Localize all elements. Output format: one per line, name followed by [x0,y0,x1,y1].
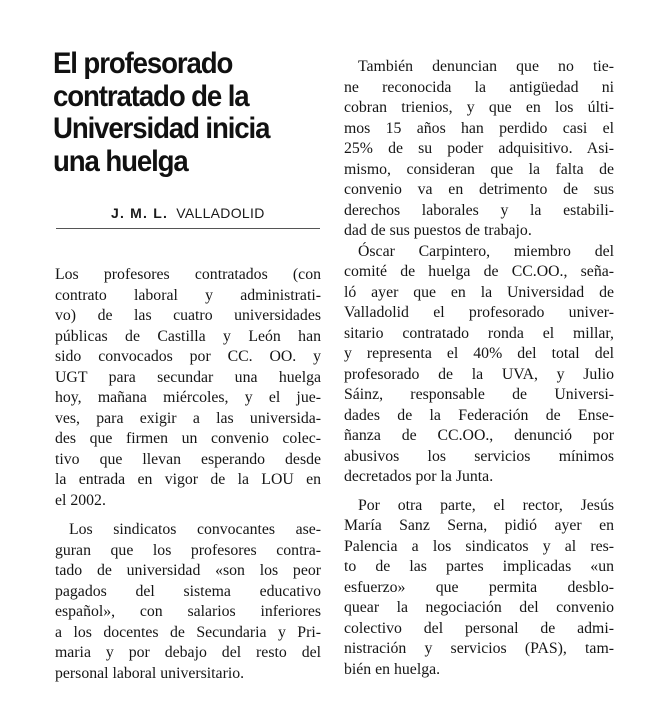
text-line: cobran trienios, y que en los últi- [344,99,614,116]
text-line: guran que los profesores contra- [55,541,321,559]
text-line: personal laboral universitario. [55,664,245,682]
byline-author: J. M. L. [111,205,169,221]
text-line: sido convocados por CC. OO. y [55,348,321,365]
text-line: y representa el 40% del total del [344,345,614,362]
text-line: mismo, consideran que la falta de [344,160,614,178]
headline-line: El profesorado [53,47,233,80]
text-line: des que firmen un convenio colec- [55,430,321,447]
text-line: dades de la Federación de Ense- [344,406,614,424]
text-line: esfuerzo» que permita desblo- [344,578,614,596]
text-line: mos 15 años han perdido casi el [344,119,614,137]
paragraph-4 [344,242,614,488]
text-line: bién en huelga. [344,660,441,678]
text-line: ñanza de CC.OO., denunció por [344,427,614,444]
byline [111,205,323,221]
text-line: públicas de Castilla y León han [55,327,321,345]
text-line: convenio va en detrimento de sus [344,181,614,198]
text-line: contrato laboral y administrati- [55,286,321,304]
text-line: decretados por la Junta. [344,468,494,485]
text-line: dad de sus puestos de trabajo. [344,222,532,239]
text-line: colectivo del personal de admi- [344,619,614,637]
left-column [53,48,323,229]
text-line: tado de universidad «son los peor [55,562,321,579]
headline-line: una huelga [53,144,188,178]
text-line: Los sindicatos convocantes ase- [69,521,321,538]
text-line: quear la negociación del convenio [344,599,614,616]
byline-place: VALLADOLID [176,205,265,221]
text-line: También denuncian que no tie- [358,58,614,75]
text-line: comité de huelga de CC.OO., seña- [344,263,614,280]
text-line: Los profesores contratados (con [55,266,321,283]
text-line: Valladolid el profesorado univer- [344,304,614,321]
text-line: nistración y servicios (PAS), tam- [344,640,614,657]
text-line: la entrada en vigor de la LOU en [55,471,321,488]
text-line: abusivos los servicios mínimos [344,447,614,465]
paragraph-5 [344,496,614,681]
paragraph-3 [344,57,614,242]
byline-rule [56,228,320,229]
text-line: Palencia a los sindicatos y al res- [344,537,614,555]
right-column [344,57,614,680]
text-line: tivo que llevan esperando desde [55,450,321,468]
text-line: ló ayer que en la Universidad de [344,283,614,301]
headline-line: contratado de la [53,79,249,113]
paragraph-1 [55,265,321,511]
text-line: ves, para exigir a las universida- [55,409,321,427]
text-line: español», con salarios inferiores [55,603,321,620]
paragraph-2 [55,520,321,684]
headline [53,48,329,178]
text-line: María Sanz Serna, pidió ayer en [344,517,614,534]
text-line: derechos laborales y la estabili- [344,201,614,219]
text-line: Óscar Carpintero, miembro del [358,242,614,260]
text-line: UGT para secundar una huelga [55,368,321,386]
text-line: el 2002. [55,491,106,509]
text-line: 25% de su poder adquisitivo. Asi- [344,140,614,157]
text-line: Sáinz, responsable de Universi- [344,386,614,403]
text-line: hoy, mañana miércoles, y el jue- [55,389,321,406]
text-line: Por otra parte, el rector, Jesús [358,496,614,514]
text-line: vo) de las cuatro universidades [55,307,321,324]
text-line: ne reconocida la antigüedad ni [344,78,614,96]
text-line: profesorado de la UVA, y Julio [344,365,614,383]
text-line: a los docentes de Secundaria y Pri- [55,623,321,641]
text-line: sitario contratado ronda el millar, [344,324,614,342]
left-column-body [55,265,321,684]
text-line: pagados del sistema educativo [55,582,321,600]
text-line: to de las partes implicadas «un [344,558,614,575]
text-line: maria y por debajo del resto del [55,644,321,661]
headline-line: Universidad inicia [53,112,270,145]
